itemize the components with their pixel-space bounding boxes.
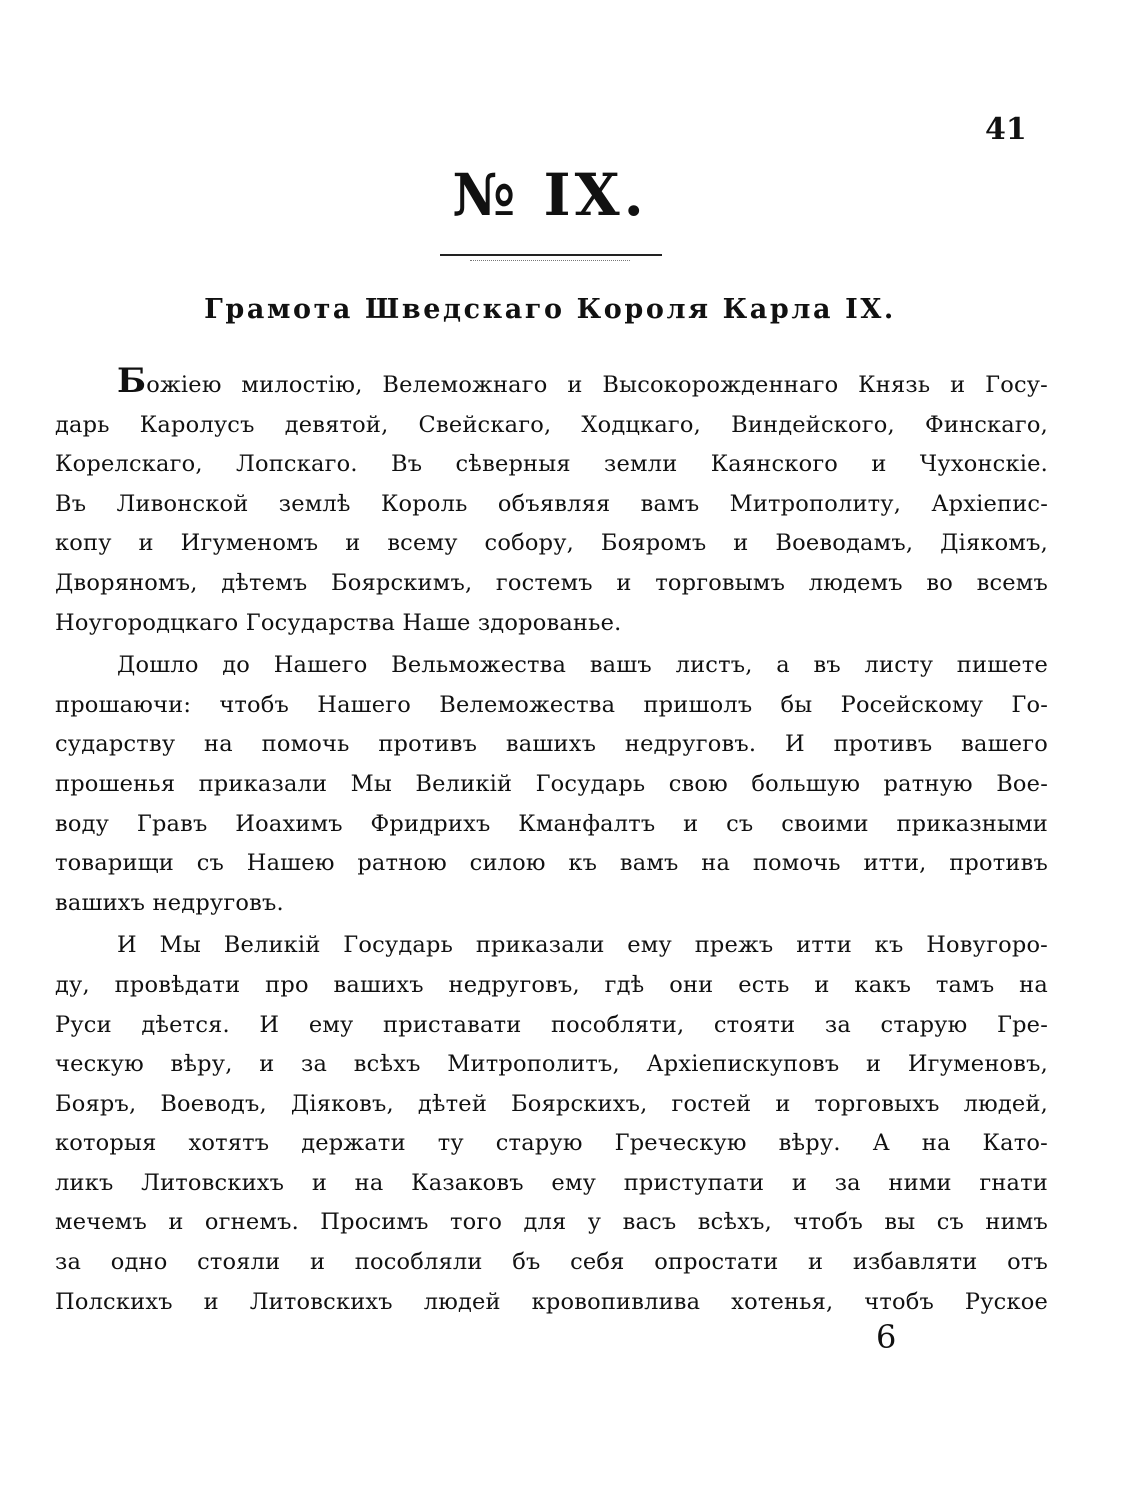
text-line: Руси дѣется. И ему приставати пособляти, стояти за старую Гре- <box>55 1011 1048 1038</box>
text-line: прошаючи: чтобъ Нашего Велеможества пришолъ бы Росейскому Го- <box>55 691 1048 718</box>
text-line: Дошло до Нашего Вельможества вашъ листъ, а въ листу пишете <box>117 652 1048 679</box>
text-line: дарь Каролусъ девятой, Свейскаго, Ходцкаго, Виндейского, Финскаго, <box>55 411 1048 438</box>
text-line: которыя хотятъ держати ту старую Греческую вѣру. А на Като- <box>55 1130 1048 1157</box>
text-line <box>55 361 1048 406</box>
text-line: вашихъ недруговъ. <box>55 889 284 916</box>
text-line: ческую вѣру, и за всѣхъ Митрополитъ, Архіепискуповъ и Игуменовъ, <box>55 1051 1048 1078</box>
document-number-heading: № IX. <box>452 161 648 229</box>
heading-divider <box>440 254 662 256</box>
text-line: ликъ Литовскихъ и на Казаковъ ему приступати и за ними гнати <box>55 1169 1048 1196</box>
text-line: за одно стояли и пособляли бъ себя опростати и избавляти отъ <box>55 1249 1048 1276</box>
text-line: прошенья приказали Мы Великій Государь свою большую ратную Вое- <box>55 770 1048 797</box>
text-line: Въ Ливонской землѣ Король объявляя вамъ Митрополиту, Архіепис- <box>55 490 1048 517</box>
text-line: Корелскаго, Лопскаго. Въ сѣверныя земли Каянского и Чухонскіе. <box>55 451 1048 478</box>
text-line: Полскихъ и Литовскихъ людей кровопивлива хотенья, чтобъ Руское <box>55 1288 1048 1315</box>
drop-capital: Б <box>117 361 147 401</box>
text-line: сударству на помочь противъ вашихъ недруговъ. И противъ вашего <box>55 731 1048 758</box>
document-title: Грамота Шведскаго Короля Карла IX. <box>204 294 896 325</box>
text-line: Дворяномъ, дѣтемъ Боярскимъ, гостемъ и торговымъ людемъ во всемъ <box>55 569 1048 596</box>
text-line: копу и Игуменомъ и всему собору, Бояромъ и Воеводамъ, Діякомъ, <box>55 530 1048 557</box>
text-line: И Мы Великій Государь приказали ему прежъ итти къ Новугоро- <box>117 932 1048 959</box>
page-number: 41 <box>985 112 1027 147</box>
line-text: ожіею милостію, Велеможнаго и Высокорожденнаго Князь и Госу- <box>146 372 1048 398</box>
text-line: Бояръ, Воеводъ, Діяковъ, дѣтей Боярскихъ, гостей и торговыхъ людей, <box>55 1090 1048 1117</box>
signature-mark: 6 <box>876 1318 897 1356</box>
text-line: мечемъ и огнемъ. Просимъ того для у васъ всѣхъ, чтобъ вы съ нимъ <box>55 1209 1048 1236</box>
text-line: ду, провѣдати про вашихъ недруговъ, гдѣ они есть и какъ тамъ на <box>55 971 1048 998</box>
text-line: Ноугородцкаго Государства Наше здорованье. <box>55 609 622 636</box>
text-line: воду Гравъ Иоахимъ Фридрихъ Кманфалтъ и съ своими приказными <box>55 810 1048 837</box>
text-line: товарищи съ Нашею ратною силою къ вамъ на помочь итти, противъ <box>55 850 1048 877</box>
body-text <box>55 361 1048 1322</box>
